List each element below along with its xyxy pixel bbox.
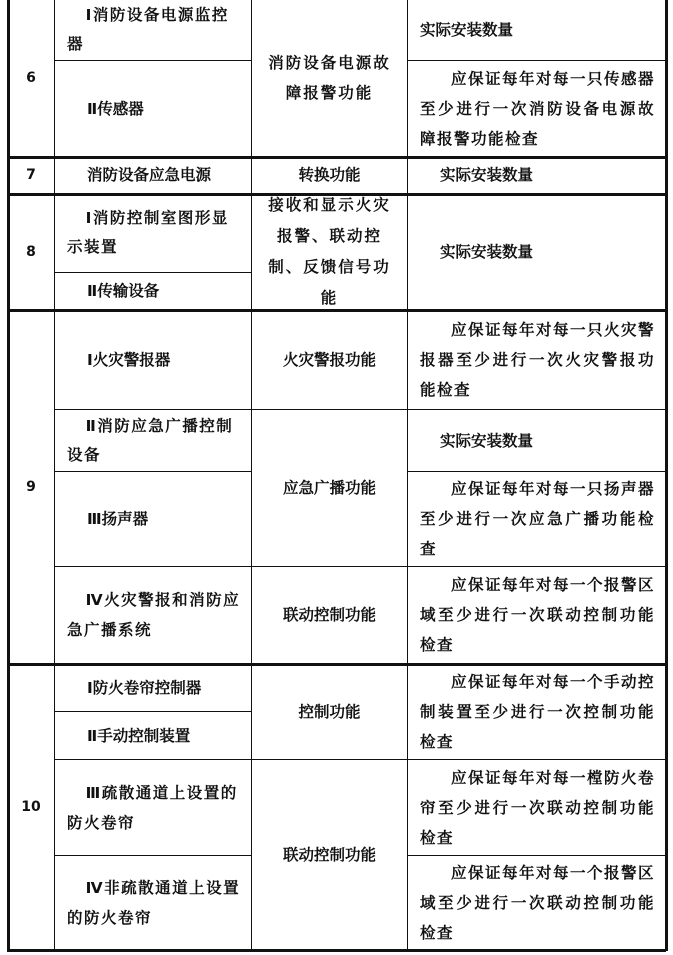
- item-name: Ⅱ手动控制装置: [87, 726, 191, 745]
- item-name: Ⅰ防火卷帘控制器: [87, 678, 202, 697]
- requirement-cell: 实际安装数量: [420, 21, 514, 39]
- row-number: 10: [21, 798, 41, 815]
- item-name: 消防设备应急电源: [87, 166, 212, 184]
- requirement-cell: 应保证每年对每一只火灾警报器至少进行一次火灾警报功能检查: [420, 320, 656, 399]
- item-name: Ⅱ传输设备: [87, 282, 160, 300]
- function-cell: 接收和显示火灾报警、联动控制、反馈信号功能: [268, 195, 391, 307]
- row-number: 7: [26, 167, 36, 183]
- requirement-cell: 应保证每年对每一个报警区域至少进行一次联动控制功能检查: [420, 863, 656, 942]
- item-name: Ⅰ消防控制室图形显示装置: [67, 209, 229, 256]
- function-cell: 火灾警报功能: [282, 350, 376, 369]
- item-name: Ⅲ疏散通道上设置的防火卷帘: [67, 783, 238, 832]
- item-name: Ⅳ非疏散通道上设置的防火卷帘: [67, 878, 241, 927]
- function-cell: 转换功能: [298, 166, 361, 184]
- function-cell: 联动控制功能: [282, 845, 376, 864]
- row-number: 8: [26, 243, 36, 260]
- item-name: Ⅰ火灾警报器: [87, 350, 171, 369]
- requirement-cell: 实际安装数量: [440, 166, 534, 184]
- row-number: 9: [26, 478, 36, 495]
- item-name: Ⅱ传感器: [87, 99, 144, 118]
- requirement-cell: 应保证每年对每一个报警区域至少进行一次联动控制功能检查: [420, 576, 656, 654]
- item-name: Ⅳ火灾警报和消防应急广播系统: [67, 591, 241, 639]
- requirement-cell: 应保证每年对每一樘防火卷帘至少进行一次联动控制功能检查: [420, 768, 656, 847]
- item-name: Ⅱ消防应急广播控制设备: [67, 416, 234, 464]
- function-cell: 应急广播功能: [282, 479, 376, 497]
- requirement-cell: 应保证每年对每一只扬声器至少进行一次应急广播功能检查: [420, 480, 656, 558]
- table-bottom-border: [7, 949, 666, 952]
- requirement-cell: 实际安装数量: [440, 242, 534, 261]
- item-name: Ⅰ消防设备电源监控器: [67, 6, 229, 53]
- item-name: Ⅲ扬声器: [87, 510, 149, 528]
- function-cell: 联动控制功能: [282, 606, 376, 624]
- function-cell: 控制功能: [298, 702, 361, 721]
- requirement-cell: 实际安装数量: [440, 431, 534, 450]
- row-number: 6: [26, 70, 36, 86]
- function-cell: 消防设备电源故障报警功能: [268, 54, 391, 102]
- table-right-border: [665, 0, 668, 951]
- requirement-cell: 应保证每年对每一个手动控制装置至少进行一次控制功能检查: [420, 672, 656, 751]
- requirement-cell: 应保证每年对每一只传感器至少进行一次消防设备电源故障报警功能检查: [420, 69, 656, 148]
